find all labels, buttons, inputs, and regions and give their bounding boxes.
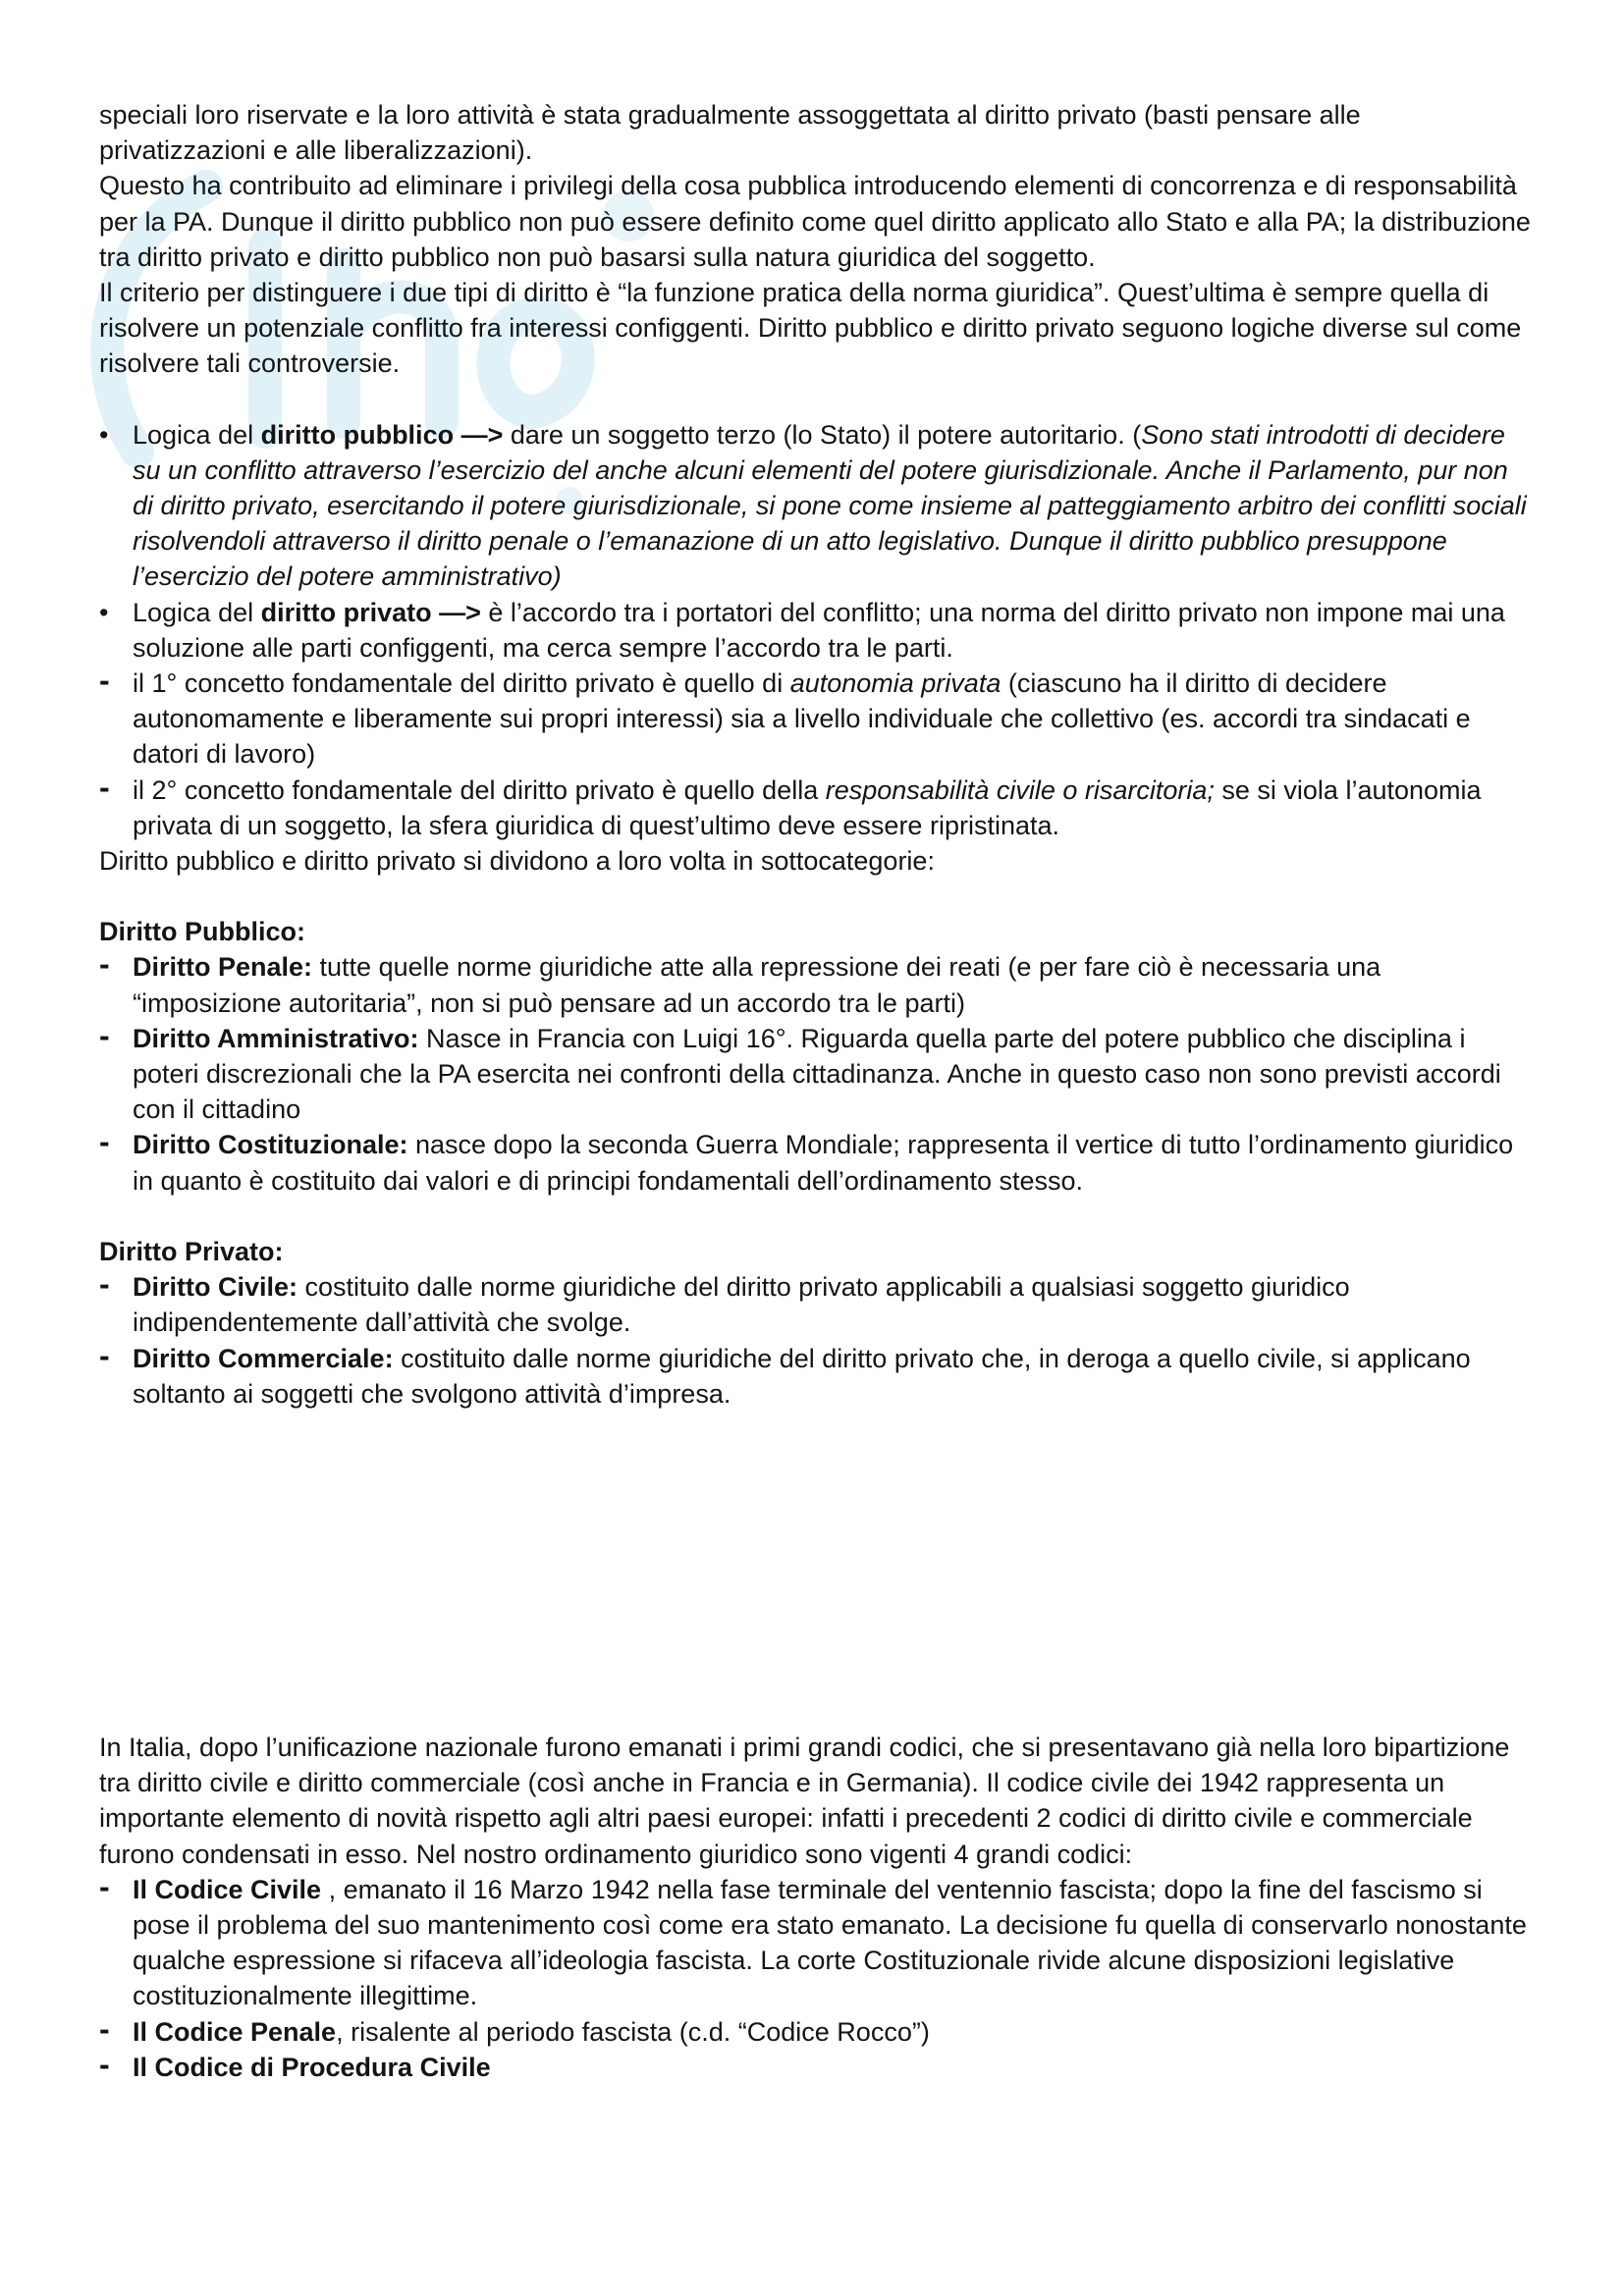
intro-paragraph-3: Il criterio per distinguere i due tipi di diritto è “la funzione pratica della norma giuridica”. Quest’ultima è sempre quella di risolvere un potenziale conflitto fra interessi configgenti. Diritto pubblico e diritto privato seguono logiche diverse sul come risolvere tali controversie. (99, 278, 1522, 379)
list-item-codice-civile: - Il Codice Civile , emanato il 16 Marzo 1942 nella fase terminale del ventennio fascista; dopo la fine del fascismo si pose il problema del suo mantenimento così come era stato emanato. La decisione fu quella di conservarlo nonostante qualche espressione si rifaceva all’ideologia fascista. La corte Costituzionale rivide alcune disposizioni legislative costituzionalmente illegittime. (99, 1868, 1527, 2011)
dash-icon: - (99, 663, 110, 699)
closing-sentence: Diritto pubblico e diritto privato si dividono a loro volta in sottocategorie: (99, 846, 935, 877)
list-item-concetto-2: - il 2° concetto fondamentale del diritto privato è quello della responsabilità civile o risarcitoria; se si viola l’autonomia privata di un soggetto, la sfera giuridica di quest’ultimo deve essere ripristinata. (99, 769, 1482, 840)
dash-icon: - (99, 2010, 110, 2047)
intro-paragraph-1: speciali loro riservate e la loro attività è stata gradualmente assoggettata al diritto privato (basti pensare alle privatizzazioni e alle liberalizzazioni). (99, 100, 1361, 166)
term-diritto-pubblico: diritto pubblico —> (260, 419, 504, 450)
dash-icon: - (99, 946, 110, 983)
list-item-diritto-amministrativo: - Diritto Amministrativo: Nasce in Francia con Luigi 16°. Riguarda quella parte del potere pubblico che disciplina i poteri discrezionali che la PA esercita nei confronti della cittadinanza. Anche in questo caso non sono previsti accordi con il cittadino (99, 1017, 1501, 1125)
codici-intro: In Italia, dopo l’unificazione nazionale furono emanati i primi grandi codici, che si presentavano già nella loro bipartizione tra diritto civile e diritto commerciale (così anche in Francia e in Germania). Il codice civile dei 1942 rappresenta un importante elemento di novità rispetto agli altri paesi europei: infatti i precedenti 2 codici di diritto civile e commerciale furono condensati in esso. Nel nostro ordinamento giuridico sono vigenti 4 grandi codici: (99, 1732, 1510, 1869)
list-item-diritto-civile: - Diritto Civile: costituito dalle norme giuridiche del diritto privato applicabili a qualsiasi soggetto giuridico indipendentemente dall’attività che svolge. (99, 1266, 1350, 1338)
list-item-diritto-commerciale: - Diritto Commerciale: costituito dalle norme giuridiche del diritto privato che, in deroga a quello civile, si applicano soltanto ai soggetti che svolgono attività d’impresa. (99, 1337, 1471, 1409)
dash-icon: - (99, 1124, 110, 1160)
italic-note: Sono stati introdotti di decidere su un conflitto attraverso l’esercizio del anche alcuni elementi del potere giurisdizionale. Anche il Parlamento, pur non di diritto privato, esercitando il potere giurisdizionale, si pone come insieme al patteggiamento arbitro dei conflitti sociali risolvendoli attraverso il diritto penale o l’emanazione di un atto legislativo. Dunque il diritto pubblico presuppone l’esercizio del potere amministrativo) (133, 419, 1527, 592)
list-item-codice-penale: - Il Codice Penale, risalente al periodo fascista (c.d. “Codice Rocco”) (99, 2010, 930, 2047)
list-item-logica-privato: • Logica del diritto privato —> è l’accordo tra i portatori del conflitto; una norma del diritto privato non impone mai una soluzione alle parti configgenti, ma cerca sempre l’accordo tra le parti. (99, 595, 1533, 666)
dash-icon: - (99, 1337, 110, 1373)
list-item-logica-pubblico: • Logica del diritto pubblico —> dare un soggetto terzo (lo Stato) il potere autoritario. (Sono stati introdotti di decidere su un conflitto attraverso l’esercizio del anche alcuni elementi del potere giurisdizionale. Anche il Parlamento, pur non di diritto privato, esercitando il potere giurisdizionale, si pone come insieme al patteggiamento arbitro dei conflitti sociali risolvendoli attraverso il diritto penale o l’emanazione di un atto legislativo. Dunque il diritto pubblico presuppone l’esercizio del potere amministrativo) (99, 417, 1533, 595)
list-item-diritto-penale: - Diritto Penale: tutte quelle norme giuridiche atte alla repressione dei reati (e per fare ciò è necessaria una “imposizione autoritaria”, non si può pensare ad un accordo tra le parti) (99, 946, 1381, 1018)
dash-icon: - (99, 769, 110, 805)
heading-diritto-privato: Diritto Privato: (99, 1236, 284, 1266)
document-page (99, 97, 1533, 2085)
term-diritto-privato: diritto privato —> (260, 597, 481, 627)
dash-icon: - (99, 2046, 110, 2082)
list-item-codice-procedura-civile: - Il Codice di Procedura Civile (99, 2046, 491, 2082)
heading-diritto-pubblico: Diritto Pubblico: (99, 917, 305, 947)
bullet-icon: • (99, 597, 109, 627)
bullet-icon: • (99, 419, 109, 450)
intro-paragraph-2: Questo ha contribuito ad eliminare i privilegi della cosa pubblica introducendo elementi di concorrenza e di responsabilità per la PA. Dunque il diritto pubblico non può essere definito come quel diritto applicato allo Stato e alla PA; la distribuzione tra diritto privato e diritto pubblico non può basarsi sulla natura giuridica del soggetto. (99, 171, 1531, 272)
list-item-diritto-costituzionale: - Diritto Costituzionale: nasce dopo la seconda Guerra Mondiale; rappresenta il vertice di tutto l’ordinamento giuridico in quanto è costituito dai valori e di principi fondamentali dell’ordinamento stesso. (99, 1124, 1514, 1196)
dash-icon: - (99, 1266, 110, 1303)
dash-icon: - (99, 1017, 110, 1053)
list-item-concetto-1: - il 1° concetto fondamentale del diritto privato è quello di autonomia privata (ciascuno ha il diritto di decidere autonomamente e liberamente sui propri interessi) sia a livello individuale che collettivo (es. accordi tra sindacati e datori di lavoro) (99, 663, 1471, 770)
dash-icon: - (99, 1868, 110, 1904)
